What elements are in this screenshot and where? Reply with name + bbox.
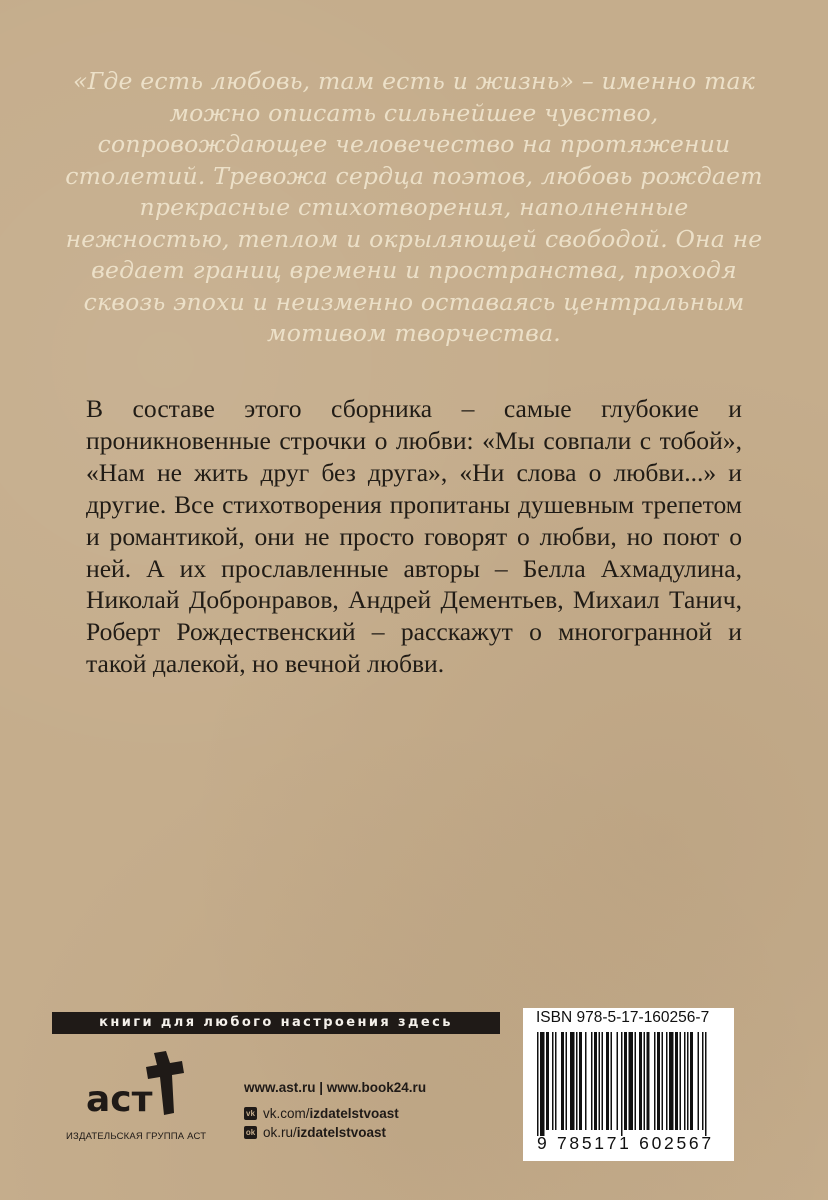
publisher-name: ИЗДАТЕЛЬСКАЯ ГРУППА АСТ xyxy=(66,1131,207,1142)
isbn-barcode-block xyxy=(523,1008,734,1161)
barcode-bar xyxy=(617,1032,619,1130)
barcode-bar xyxy=(585,1032,587,1130)
barcode-bar xyxy=(594,1032,597,1130)
barcode-bar xyxy=(537,1032,539,1136)
barcode-bar xyxy=(629,1032,634,1130)
ok-prefix: ok.ru/ xyxy=(263,1125,297,1140)
barcode-bar xyxy=(570,1032,575,1130)
barcode-bar xyxy=(566,1032,568,1130)
barcode-bar xyxy=(705,1032,707,1136)
barcode-bar xyxy=(702,1032,704,1130)
vk-link[interactable] xyxy=(244,1106,426,1121)
barcode-bar xyxy=(675,1032,678,1130)
barcode-bar xyxy=(639,1032,642,1130)
barcode-bar xyxy=(687,1032,689,1130)
barcode-bar xyxy=(662,1032,664,1130)
vk-handle: izdatelstvoast xyxy=(309,1106,399,1121)
barcode-bar xyxy=(684,1032,686,1130)
barcode-bar xyxy=(621,1032,623,1136)
barcode-bar xyxy=(606,1032,609,1130)
barcode-bar xyxy=(698,1032,700,1130)
ok-icon: ok xyxy=(245,1128,256,1137)
barcode-bar xyxy=(644,1032,646,1130)
barcode-bar xyxy=(591,1032,593,1130)
barcode-bar xyxy=(602,1032,604,1130)
barcode-bar xyxy=(647,1032,650,1130)
barcode-bar xyxy=(561,1032,564,1130)
barcode-bar xyxy=(579,1032,582,1130)
barcode-bar xyxy=(624,1032,627,1130)
barcode-bar xyxy=(635,1032,637,1130)
barcode-bar xyxy=(540,1032,545,1136)
barcode-bar xyxy=(546,1032,549,1130)
barcode-bar xyxy=(555,1032,557,1130)
ast-logo-text: аст xyxy=(86,1079,153,1120)
epigraph-quote: «Где есть любовь, там есть и жизнь» – именно так можно описать сильнейшее чувство, сопровождающее человечество на протяжении столетий. Тревожа сердца поэтов, любовь рождает прекрасные стихотворения, наполненные нежностью, теплом и окрыляющей свободой. Она не ведает границ времени и пространства, проходя сквозь эпохи и неизменно оставаясь центральным мотивом творчества. xyxy=(65,67,763,347)
websites-link[interactable]: www.ast.ru | www.book24.ru xyxy=(244,1080,427,1095)
barcode-bar xyxy=(576,1032,578,1130)
barcode-bar xyxy=(552,1032,554,1130)
barcode-bar xyxy=(657,1032,660,1130)
barcode-digits: 9 785171 602567 xyxy=(537,1133,714,1153)
publisher-links xyxy=(244,1080,426,1140)
vk-prefix: vk.com/ xyxy=(263,1106,310,1121)
book-description: В составе этого сборника – самые глубокие и проникновенные строчки о любви: «Мы совпали с тобой», «Нам не жить друг без друга», «Ни слова о любви...» и другие. Все стихотворения пропитаны душевным трепетом и романтикой, они не просто говорят о любви, но поют о ней. А их прославленные авторы – Белла Ахмадулина, Николай Добронравов, Андрей Дементьев, Михаил Танич, Роберт Рождественский – расскажут о многогранной и такой далекой, но вечной любви. xyxy=(86,394,742,679)
barcode-bar xyxy=(680,1032,682,1130)
vk-icon: vk xyxy=(244,1107,257,1120)
barcode-bar xyxy=(611,1032,613,1130)
barcode-bar xyxy=(599,1032,601,1130)
ok-handle: izdatelstvoast xyxy=(296,1125,387,1140)
barcode-bar xyxy=(690,1032,693,1130)
tagline-banner: книги для любого настроения здесь xyxy=(52,1012,500,1034)
barcode-bar xyxy=(654,1032,656,1130)
barcode-bar xyxy=(666,1032,668,1130)
barcode-bar xyxy=(669,1032,674,1130)
isbn-label: ISBN 978-5-17-160256-7 xyxy=(536,1009,710,1026)
ok-link[interactable] xyxy=(244,1125,426,1140)
ast-logo xyxy=(84,1045,192,1125)
